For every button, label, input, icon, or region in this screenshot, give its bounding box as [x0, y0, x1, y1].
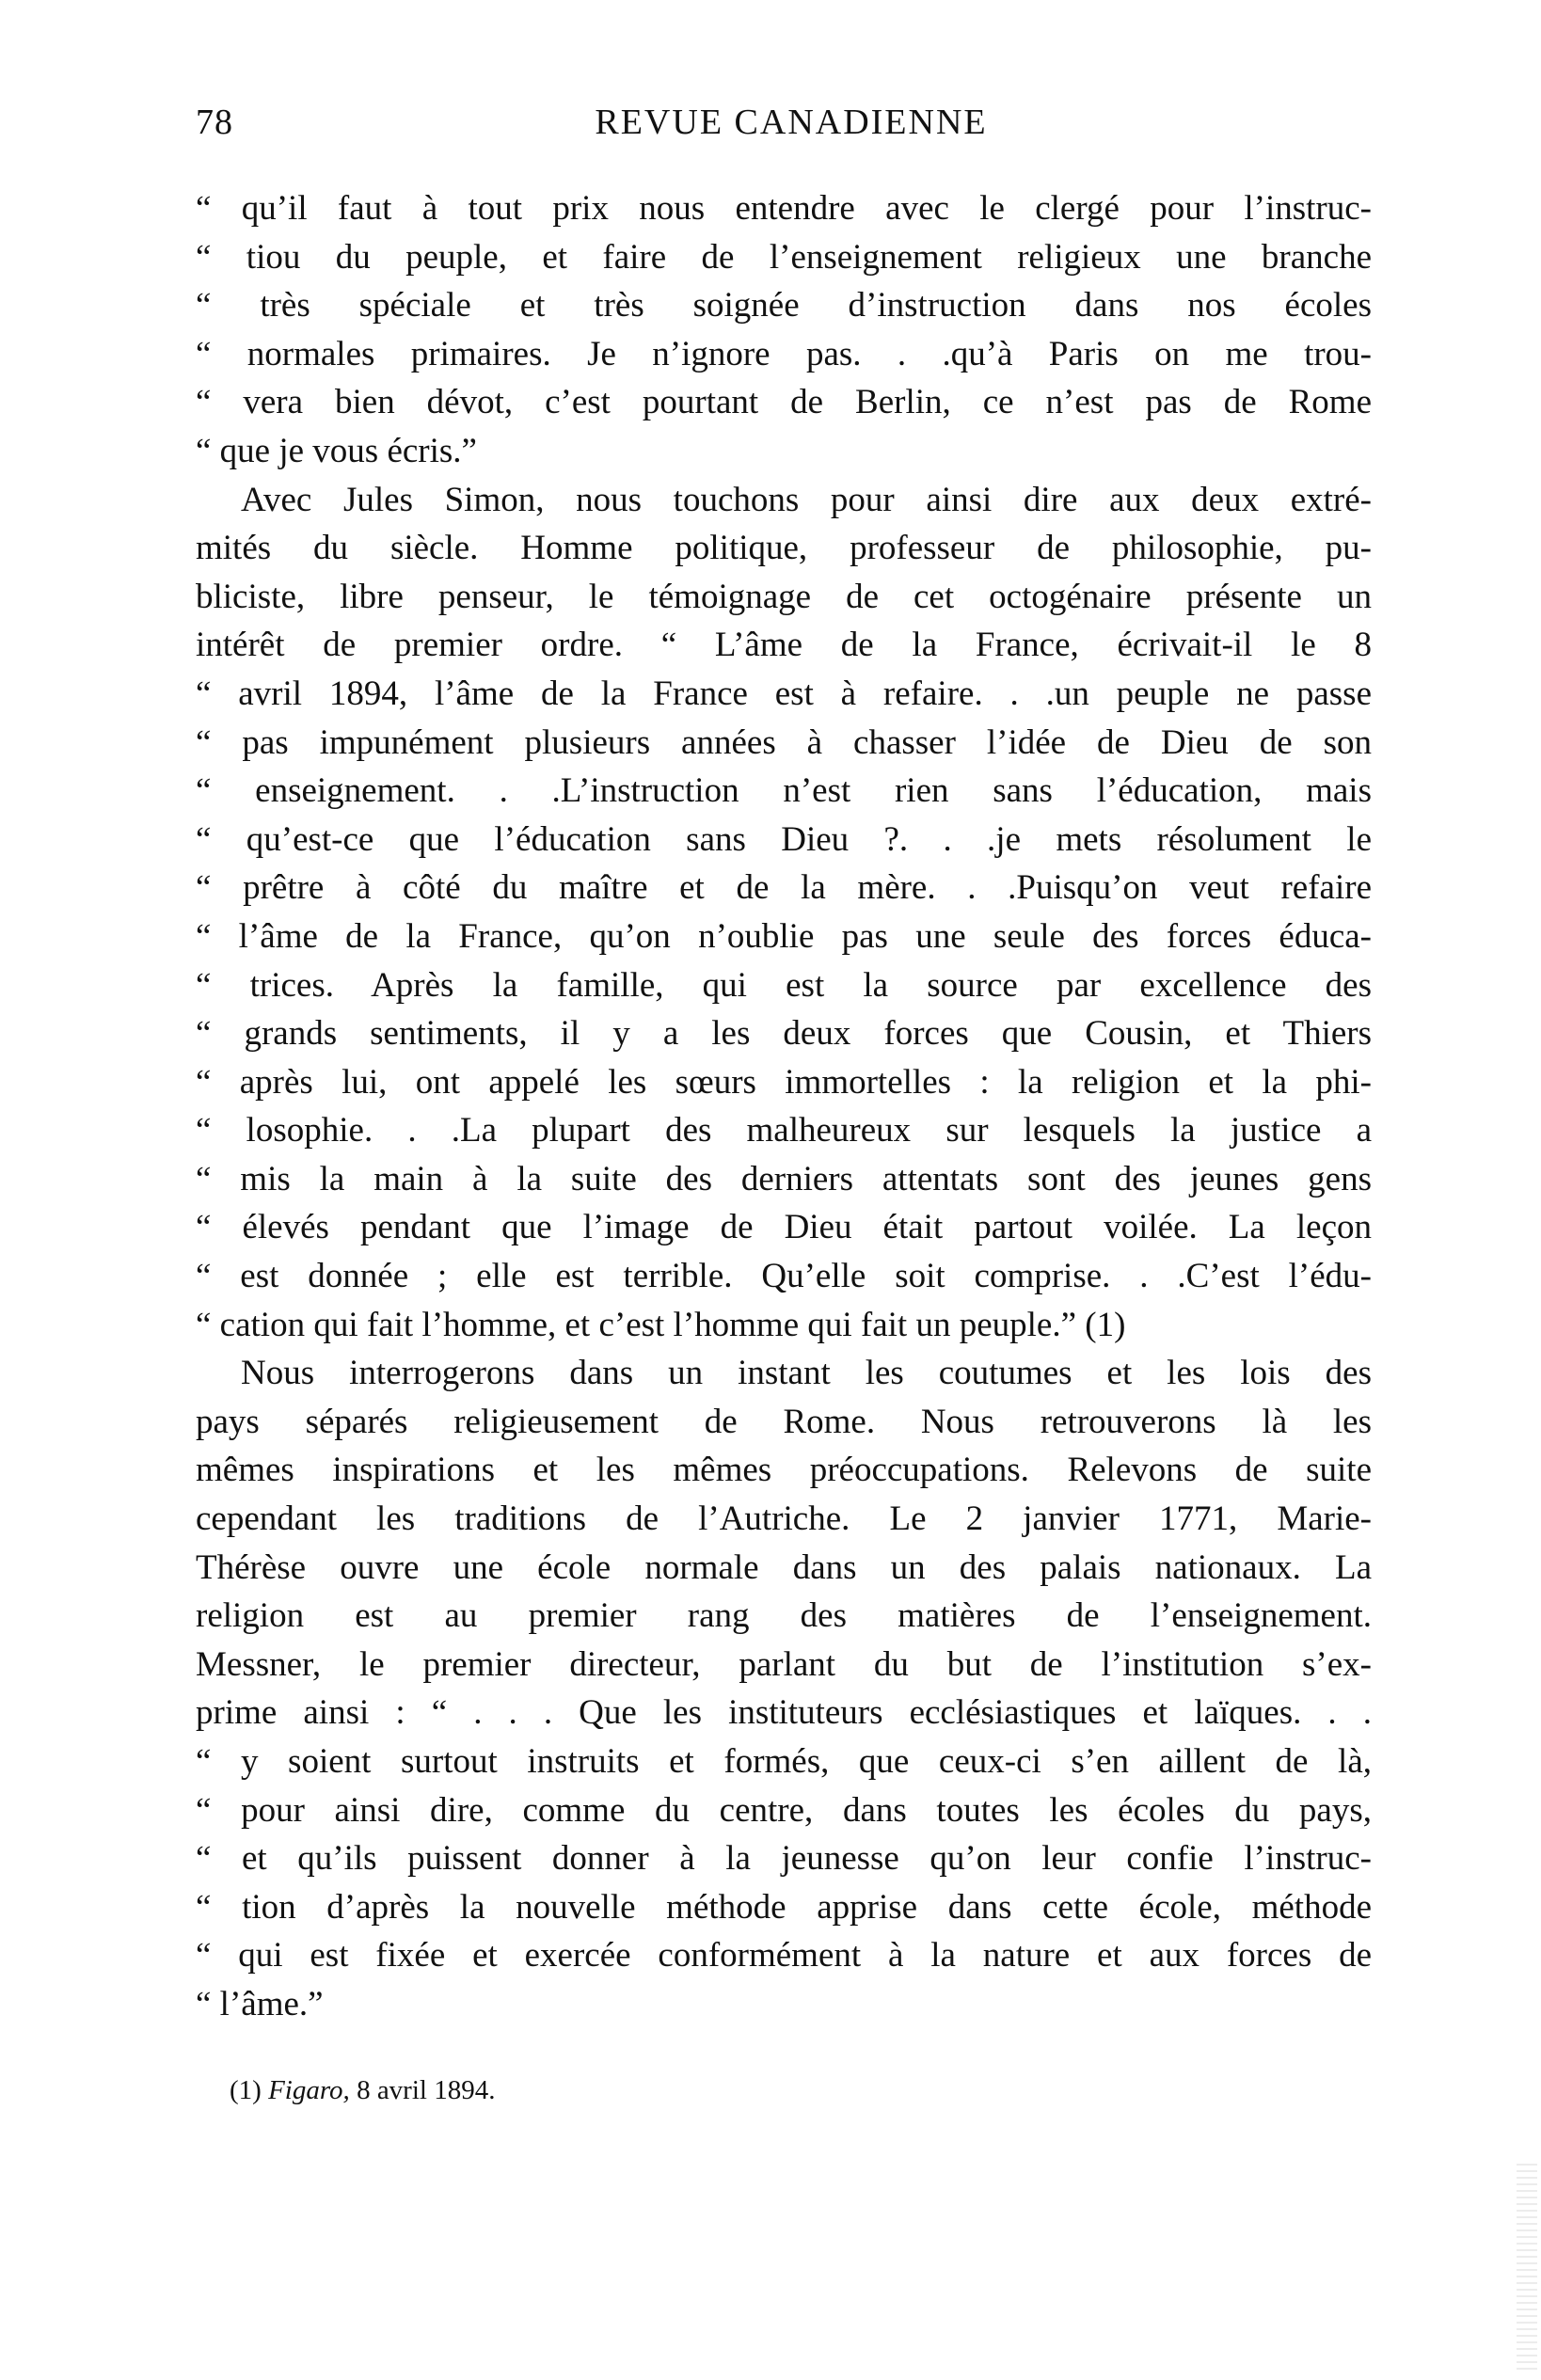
text-line: “ qui est fixée et exercée conformément à la nature et aux forces de — [196, 1936, 1372, 1975]
page-header — [196, 102, 1387, 158]
text-line: Avec Jules Simon, nous touchons pour ainsi dire aux deux extré- — [241, 480, 1372, 519]
text-line: “ très spéciale et très soignée d’instruction dans nos écoles — [196, 286, 1372, 325]
text-line: prime ainsi : “ . . . Que les instituteurs ecclésiastiques et laïques. . . — [196, 1693, 1372, 1733]
text-line: bliciste, libre penseur, le témoignage de cet octogénaire présente un — [196, 577, 1372, 616]
text-line: “ est donnée ; elle est terrible. Qu’elle soit comprise. . .C’est l’édu- — [196, 1257, 1372, 1296]
text-line: Messner, le premier directeur, parlant du but de l’institution s’ex- — [196, 1644, 1372, 1684]
text-line: “ pas impunément plusieurs années à chasser l’idée de Dieu de son — [196, 722, 1372, 762]
text-line: cependant les traditions de l’Autriche. Le 2 janvier 1771, Marie- — [196, 1499, 1372, 1539]
text-line: “ qu’il faut à tout prix nous entendre avec le clergé pour l’instruc- — [196, 189, 1372, 228]
text-line: “ pour ainsi dire, comme du centre, dans toutes les écoles du pays, — [196, 1790, 1372, 1830]
text-line: mités du siècle. Homme politique, professeur de philosophie, pu- — [196, 529, 1372, 568]
text-line: “ et qu’ils puissent donner à la jeunesse qu’on leur confie l’instruc- — [196, 1839, 1372, 1879]
text-line: “ l’âme de la France, qu’on n’oublie pas une seule des forces éduca- — [196, 916, 1372, 956]
text-line: “ qu’est-ce que l’éducation sans Dieu ?. . .je mets résolument le — [196, 819, 1372, 859]
text-line: Nous interrogerons dans un instant les coutumes et les lois des — [241, 1354, 1372, 1393]
text-line: “ tiou du peuple, et faire de l’enseignement religieux une branche — [196, 237, 1372, 277]
text-line: “ après lui, ont appelé les sœurs immortelles : la religion et la phi- — [196, 1062, 1372, 1102]
body-text — [196, 184, 1372, 2029]
text-line: “ prêtre à côté du maître et de la mère. . .Puisqu’on veut refaire — [196, 868, 1372, 908]
text-line: religion est au premier rang des matières de l’enseignement. — [196, 1596, 1372, 1636]
text-line: “ l’âme.” — [196, 1984, 324, 2023]
text-line: intérêt de premier ordre. “ L’âme de la France, écrivait-il le 8 — [196, 626, 1372, 665]
text-line: “ cation qui fait l’homme, et c’est l’homme qui fait un peuple.” (1) — [196, 1305, 1126, 1344]
text-line: Thérèse ouvre une école normale dans un des palais nationaux. La — [196, 1547, 1372, 1587]
footnote-source: Figaro, — [268, 2075, 350, 2105]
text-line: “ losophie. . .La plupart des malheureux sur lesquels la justice a — [196, 1111, 1372, 1150]
text-line: “ vera bien dévot, c’est pourtant de Berlin, ce n’est pas de Rome — [196, 383, 1372, 422]
text-line: “ mis la main à la suite des derniers attentats sont des jeunes gens — [196, 1159, 1372, 1198]
footnote-date: 8 avril 1894. — [357, 2075, 496, 2105]
text-line: “ enseignement. . .L’instruction n’est rien sans l’éducation, mais — [196, 771, 1372, 811]
text-line: “ y soient surtout instruits et formés, que ceux-ci s’en aillent de là, — [196, 1742, 1372, 1781]
text-line: “ trices. Après la famille, qui est la source par excellence des — [196, 965, 1372, 1005]
footnote-marker: (1) — [230, 2075, 262, 2105]
page-number: 78 — [196, 103, 233, 142]
text-line: “ tion d’après la nouvelle méthode apprise dans cette école, méthode — [196, 1887, 1372, 1927]
text-line: pays séparés religieusement de Rome. Nous retrouverons là les — [196, 1402, 1372, 1441]
text-line: “ avril 1894, l’âme de la France est à refaire. . .un peuple ne passe — [196, 674, 1372, 713]
text-line: mêmes inspirations et les mêmes préoccupations. Relevons de suite — [196, 1451, 1372, 1490]
text-line: “ élevés pendant que l’image de Dieu était partout voilée. La leçon — [196, 1208, 1372, 1247]
running-head: REVUE CANADIENNE — [595, 103, 988, 142]
scan-edge-artifact — [1517, 2164, 1537, 2371]
text-line: “ grands sentiments, il y a les deux forces que Cousin, et Thiers — [196, 1014, 1372, 1054]
footnote — [230, 2075, 495, 2106]
text-line: “ que je vous écris.” — [196, 431, 477, 470]
text-line: “ normales primaires. Je n’ignore pas. . .qu’à Paris on me trou- — [196, 334, 1372, 373]
